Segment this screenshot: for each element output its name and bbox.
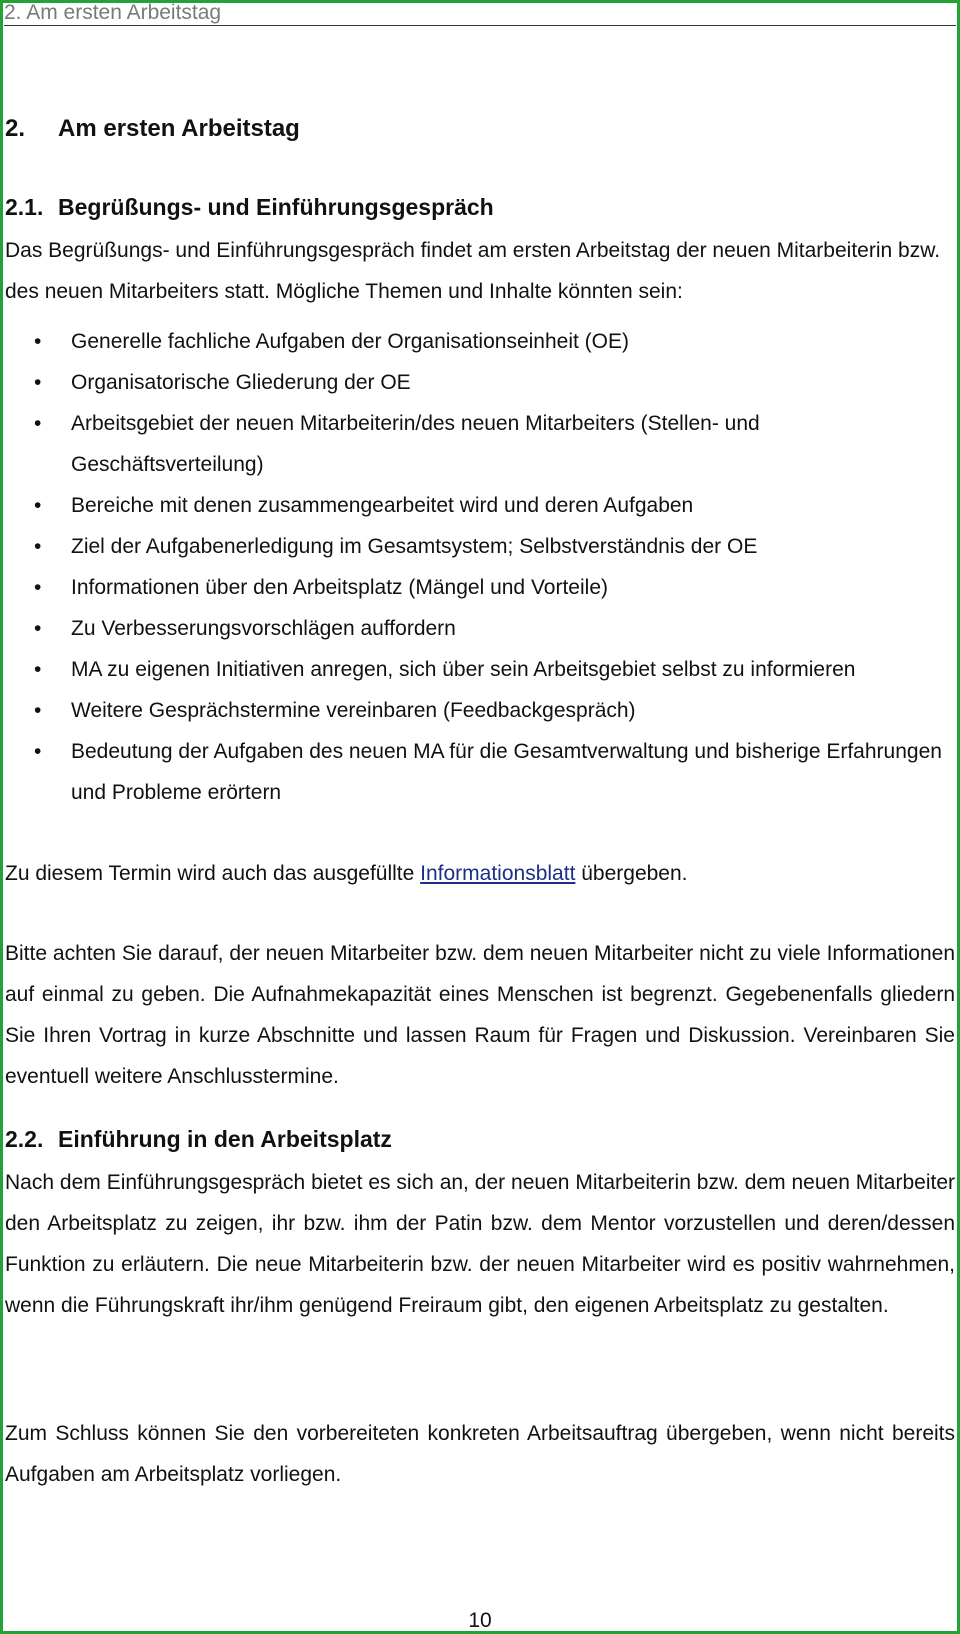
- list-item: [5, 731, 955, 813]
- list-item-text: Arbeitsgebiet der neuen Mitarbeiterin/des neuen Mitarbeiters (Stellen- und Geschäftsverteilung): [71, 412, 760, 476]
- list-item-text: MA zu eigenen Initiativen anregen, sich über sein Arbeitsgebiet selbst zu informieren: [71, 658, 856, 681]
- hint-paragraph: Bitte achten Sie darauf, der neuen Mitarbeiter bzw. dem neuen Mitarbeiter nicht zu viele Informationen auf einmal zu geben. Die Aufnahmekapazität eines Menschen ist begrenzt. Gegebenenfalls gliedern Sie Ihren Vortrag in kurze Abschnitte und lassen Raum für Fragen und Diskussion. Vereinbaren Sie eventuell weitere Anschlusstermine.: [5, 942, 955, 1088]
- list-item-text: Organisatorische Gliederung der OE: [71, 371, 411, 394]
- subsection-number: 2.1.: [5, 194, 44, 220]
- termin-paragraph: [5, 853, 955, 894]
- list-item: [5, 608, 955, 649]
- bullet-icon: •: [34, 699, 42, 722]
- page-number: 10: [468, 1609, 492, 1632]
- list-item: [5, 567, 955, 608]
- section-number: 2.: [5, 115, 26, 142]
- list-item: [5, 690, 955, 731]
- list-item-text: Bedeutung der Aufgaben des neuen MA für die Gesamtverwaltung und bisherige Erfahrungen und Probleme erörtern: [71, 740, 942, 804]
- list-item: [5, 485, 955, 526]
- list-item-text: Bereiche mit denen zusammengearbeitet wird und deren Aufgaben: [71, 494, 694, 517]
- bullet-icon: •: [34, 330, 42, 353]
- list-item-text: Informationen über den Arbeitsplatz (Mängel und Vorteile): [71, 576, 608, 599]
- section-title: Am ersten Arbeitstag: [58, 115, 300, 142]
- topics-list: [5, 321, 955, 813]
- bullet-icon: •: [34, 576, 42, 599]
- list-item: [5, 362, 955, 403]
- informationsblatt-link[interactable]: Informationsblatt: [420, 862, 576, 885]
- running-header: 2. Am ersten Arbeitstag: [4, 0, 956, 26]
- bullet-icon: •: [34, 371, 42, 394]
- termin-text-after: übergeben.: [575, 862, 688, 885]
- list-item-text: Generelle fachliche Aufgaben der Organisationseinheit (OE): [71, 330, 629, 353]
- section-heading: [5, 112, 300, 146]
- intro-paragraph: Das Begrüßungs- und Einführungsgespräch findet am ersten Arbeitstag der neuen Mitarbeiterin bzw. des neuen Mitarbeiters statt. Mögliche Themen und Inhalte könnten sein:: [5, 239, 941, 303]
- list-item: [5, 321, 955, 362]
- closing-paragraph: Zum Schluss können Sie den vorbereiteten konkreten Arbeitsauftrag übergeben, wenn nicht bereits Aufgaben am Arbeitsplatz vorliegen.: [5, 1422, 955, 1486]
- bullet-icon: •: [34, 740, 42, 763]
- bullet-icon: •: [34, 494, 42, 517]
- bullet-icon: •: [34, 535, 42, 558]
- subsection-heading-2-2: [5, 1122, 392, 1156]
- bullet-icon: •: [34, 412, 42, 435]
- bullet-icon: •: [34, 617, 42, 640]
- list-item: [5, 526, 955, 567]
- workplace-paragraph: Nach dem Einführungsgespräch bietet es sich an, der neuen Mitarbeiterin bzw. dem neuen Mitarbeiter den Arbeitsplatz zu zeigen, ihr bzw. ihm der Patin bzw. dem Mentor vorzustellen und deren/dessen Funktion zu erläutern. Die neue Mitarbeiterin bzw. der neuen Mitarbeiter wird es positiv wahrnehmen, wenn die Führungskraft ihr/ihm genügend Freiraum gibt, den eigenen Arbeitsplatz zu gestalten.: [5, 1171, 955, 1317]
- list-item-text: Zu Verbesserungsvorschlägen auffordern: [71, 617, 456, 640]
- subsection-title: Begrüßungs- und Einführungsgespräch: [58, 194, 494, 220]
- list-item: [5, 649, 955, 690]
- bullet-icon: •: [34, 658, 42, 681]
- list-item-text: Ziel der Aufgabenerledigung im Gesamtsystem; Selbstverständnis der OE: [71, 535, 758, 558]
- list-item: [5, 403, 955, 485]
- list-item-text: Weitere Gesprächstermine vereinbaren (Feedbackgespräch): [71, 699, 636, 722]
- subsection-heading-2-1: [5, 190, 494, 224]
- termin-text-before: Zu diesem Termin wird auch das ausgefüllte: [5, 862, 421, 885]
- subsection-title: Einführung in den Arbeitsplatz: [58, 1126, 392, 1152]
- subsection-number: 2.2.: [5, 1126, 44, 1152]
